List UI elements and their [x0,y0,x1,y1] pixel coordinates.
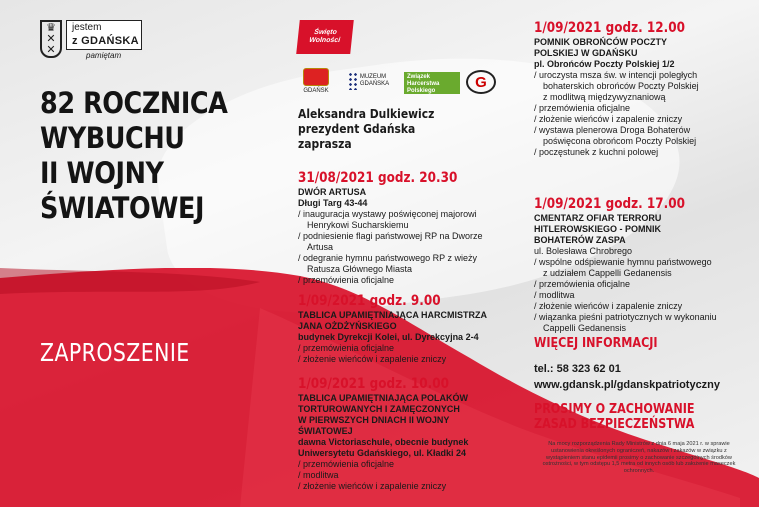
event-program-item: / modlitwa [298,470,528,481]
title-line: II WOJNY [40,156,164,190]
main-title [40,86,234,226]
event-date: 31/08/2021 godz. 20.30 [298,170,458,186]
event-address: Długi Targ 43-44 [298,198,368,208]
event-program-item: / złożenie wieńców i zapalenie zniczy [298,481,528,492]
event-program-item: / złożenie wieńców i zapalenie zniczy [534,114,749,125]
title-line: WYBUCHU [40,121,185,155]
safety-heading-line: PROSIMY O ZACHOWANIE [534,402,695,417]
event-program-item: / przemówienia oficjalne [298,275,528,286]
swieto-wolnosci-logo: Święto Wolności [296,20,354,54]
g-emblem-icon: G [466,70,496,94]
event-address: pl. Obrońców Poczty Polskiej 1/2 [534,59,675,69]
event-block [298,170,528,286]
event-venue: CMENTARZ OFIAR TERRORU HITLEROWSKIEGO - POMNIK BOHATERÓW ZASPA [534,213,662,245]
jestem-z-gdanska-logo [40,20,140,60]
event-program-item: / modlitwa [534,290,749,301]
gdansk-coat-of-arms-icon [303,68,329,86]
event-program-item: / wiązanka pieśni patriotycznych w wykonaniu Cappelli Gedanensis [534,312,749,334]
event-program-item: / przemówienia oficjalne [534,279,749,290]
event-program-item: / złożenie wieńców i zapalenie zniczy [534,301,749,312]
event-date: 1/09/2021 godz. 12.00 [534,20,685,36]
event-program-item: / złożenie wieńców i zapalenie zniczy [298,354,528,365]
event-program-item: / przemówienia oficjalne [534,103,749,114]
event-address: ul. Bolesława Chrobrego [534,246,633,256]
event-venue: POMNIK OBROŃCÓW POCZTY POLSKIEJ W GDAŃSKU [534,37,667,58]
event-block [298,293,528,365]
event-program-item: / przemówienia oficjalne [298,343,528,354]
phone-number[interactable]: tel.: 58 323 62 01 [534,363,621,375]
gdansk-city-logo [298,68,334,94]
event-block [534,196,749,334]
host-invites: zaprasza [298,136,352,151]
event-address: dawna Victoriaschule, obecnie budynek Uniwersytetu Gdańskiego, ul. Kładki 24 [298,437,469,458]
zhp-logo: Związek Harcerstwa Polskiego [404,72,460,94]
event-date: 1/09/2021 godz. 17.00 [534,196,685,212]
host-name: Aleksandra Dulkiewicz [298,106,435,121]
event-date: 1/09/2021 godz. 10.00 [298,376,449,392]
host-block [298,106,434,151]
safety-heading-line: ZASAD BEZPIECZEŃSTWA [534,417,695,432]
event-program-item: / podniesienie flagi państwowej RP na Dworze Artusa [298,231,528,253]
logo-line3: pamiętam [86,51,122,60]
invitation-label: ZAPROSZENIE [40,338,190,367]
title-line: ŚWIATOWEJ [40,191,205,225]
safety-heading [534,402,694,432]
covid-notice: Na mocy rozporządzenia Rady Ministrów z dnia 6 maja 2021 r. w sprawie ustanowienia określonych ograniczeń, nakazów i zakazów w związku z wystąpieniem stanu epidemii prosimy o zachowanie szczególnych środków ostrożności, w tym odstępu 1,5 metra od innych osób lub założenie maseczek ochronnych. [542,441,736,475]
more-info-heading: WIĘCEJ INFORMACJI [534,336,658,351]
event-venue: TABLICA UPAMIĘTNIAJĄCA POLAKÓW TORTUROWANYCH I ZAMĘCZONYCH W PIERWSZYCH DNIACH II WOJNY ŚWIATOWEJ [298,393,468,436]
muzeum-dots-icon [348,72,357,90]
muzeum-logo-label: MUZEUM GDAŃSKA [359,74,390,87]
event-block [298,376,528,492]
title-line: 82 ROCZNICA [40,86,228,120]
gdansk-crest-icon: ♛ ✕ ✕ [40,20,62,58]
event-program-item: / wspólne odśpiewanie hymnu państwowego z udziałem Cappelli Gedanensis [534,257,749,279]
event-program-item: / przemówienia oficjalne [298,459,528,470]
event-program-item: / inauguracja wystawy poświęconej majorowi Henrykowi Sucharskiemu [298,209,528,231]
logo-line1: jestem [72,22,102,33]
gdansk-logo-label: GDAŃSK [303,88,329,94]
muzeum-gdanska-logo [348,68,396,94]
event-venue: TABLICA UPAMIĘTNIAJĄCA HARCMISTRZA JANA OŻDŻYŃSKIEGO [298,310,487,331]
event-program-item: / wystawa plenerowa Droga Bohaterów poświęcona obrońcom Poczty Polskiej [534,125,749,147]
website-link[interactable]: www.gdansk.pl/gdanskpatriotyczny [534,379,721,391]
event-program-item: / poczęstunek z kuchni polowej [534,147,749,158]
host-role: prezydent Gdańska [298,121,416,136]
event-venue: DWÓR ARTUSA [298,187,367,197]
event-program-item: / uroczysta msza św. w intencji poległych bohaterskich obrońców Poczty Polskiej z modlitwą międzywyznaniową [534,70,749,103]
event-block [534,20,749,158]
logo-line2: z GDAŃSKA [72,35,139,47]
event-date: 1/09/2021 godz. 9.00 [298,293,441,309]
event-program-item: / odegranie hymnu państwowego RP z wieży Ratusza Głównego Miasta [298,253,528,275]
event-address: budynek Dyrekcji Kolei, ul. Dyrekcyjna 2-4 [298,332,479,342]
